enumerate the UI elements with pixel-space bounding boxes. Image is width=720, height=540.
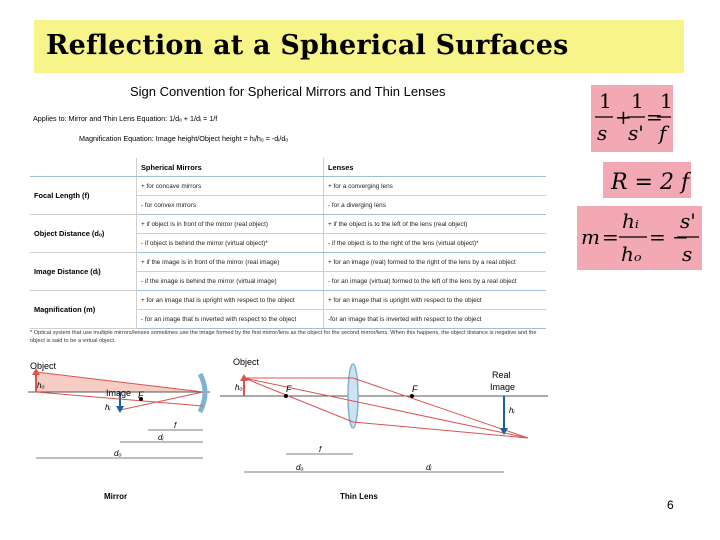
- table-title: Sign Convention for Spherical Mirrors and Thin Lenses: [130, 84, 446, 99]
- table-row: [30, 215, 546, 234]
- page-number: 6: [667, 498, 674, 512]
- lens-diagram: [220, 357, 548, 501]
- column-header-lenses: Lenses: [324, 158, 547, 177]
- table-header-row: [30, 158, 546, 177]
- column-header-mirrors: Spherical Mirrors: [137, 158, 324, 177]
- applies-to-line: Applies to: Mirror and Thin Lens Equation: 1/dₒ + 1/dᵢ = 1/f: [33, 114, 218, 123]
- table-cell: + for a converging lens: [324, 177, 547, 196]
- radius-formula: [603, 162, 691, 198]
- mirror-equation-box: [591, 85, 673, 152]
- lens-object-label: Object: [233, 357, 260, 367]
- lens-ray: [244, 378, 353, 422]
- lens-caption: Thin Lens: [340, 492, 378, 501]
- row-label-image-distance: Image Distance (dᵢ): [30, 253, 137, 291]
- lens-shape: [348, 364, 358, 428]
- mirror-do-label: dₒ: [114, 449, 122, 458]
- lens-focal-point-left: [284, 394, 288, 398]
- term1-denominator: s: [597, 121, 608, 145]
- mirror-caption: Mirror: [104, 492, 128, 501]
- term2-denominator: s': [628, 121, 644, 145]
- ray-diagrams: [28, 350, 548, 505]
- magnification-line: Magnification Equation: Image height/Object height = hᵢ/hₒ = -dᵢ/dₒ: [79, 134, 289, 143]
- table-row: [30, 177, 546, 196]
- table-cell: + if object is in front of the mirror (real object): [137, 215, 324, 234]
- lens-focal-point-right: [410, 394, 414, 398]
- radius-formula-box: [603, 162, 691, 198]
- table-cell: + if the object is to the left of the lens (real object): [324, 215, 547, 234]
- table-cell: - for an image (virtual) formed to the left of the lens by a real object: [324, 272, 547, 291]
- lens-focal-label-right: F: [412, 384, 418, 394]
- table-footnote: * Optical system that use multiple mirrors/lenses sometimes use the image formed by the first mirror/lens as the object for the second mirror/lens. When this happens, the object distance is negative and the object is said to be a virtual object.: [30, 330, 537, 344]
- slide-title: Reflection at a Spherical Surfaces: [46, 30, 569, 61]
- radius-formula-text: R = 2 f: [611, 170, 690, 195]
- ho-denominator: hₒ: [621, 242, 642, 266]
- mirror-diagram: [28, 361, 210, 501]
- term1-numerator: 1: [599, 89, 612, 113]
- table-cell: - for a diverging lens: [324, 196, 547, 215]
- mirror-f-label: f: [174, 421, 177, 430]
- equals-sign: =: [646, 105, 663, 129]
- magnification-formula-box: [577, 206, 702, 270]
- lens-real-label: Real: [492, 370, 511, 380]
- term2-numerator: 1: [631, 89, 644, 113]
- table-cell: - if object is behind the mirror (virtual object)*: [137, 234, 324, 253]
- rhs-denominator: f: [659, 121, 667, 145]
- lens-focal-label-left: F: [286, 384, 292, 394]
- table-cell: - if the image is behind the mirror (virtual image): [137, 272, 324, 291]
- mirror-hi-label: hᵢ: [105, 403, 111, 412]
- lens-f-label: f: [319, 445, 322, 454]
- table-row: [30, 291, 546, 310]
- table-cell: + if the image is in front of the mirror (real image): [137, 253, 324, 272]
- table-row: [30, 253, 546, 272]
- table-cell: - for convex mirrors: [137, 196, 324, 215]
- mirror-ray: [120, 392, 203, 410]
- table-cell: + for an image that is upright with respect to the object: [137, 291, 324, 310]
- table-cell: + for an image (real) formed to the right of the lens by a real object: [324, 253, 547, 272]
- equals-sign: =: [602, 225, 619, 249]
- mirror-focal-label: F: [138, 390, 144, 400]
- table-cell: - if the object is to the right of the lens (virtual object)*: [324, 234, 547, 253]
- lens-hi-label: hᵢ: [509, 406, 515, 415]
- table-cell: -for an image that is inverted with respect to the object: [324, 310, 547, 329]
- s-prime-numerator: s': [680, 209, 696, 233]
- table-cell: - for an image that is inverted with respect to the object: [137, 310, 324, 329]
- table-cell: + for concave mirrors: [137, 177, 324, 196]
- plus-sign: +: [615, 105, 632, 129]
- mirror-image-label: Image: [106, 388, 132, 398]
- table-cell: + for an image that is upright with respect to the object: [324, 291, 547, 310]
- mirror-ho-label: hₒ: [37, 381, 45, 390]
- row-label-object-distance: Object Distance (dₒ): [30, 215, 137, 253]
- mirror-di-label: dᵢ: [158, 433, 164, 442]
- rhs-numerator: 1: [660, 89, 673, 113]
- lens-image-label: Image: [490, 382, 516, 392]
- sign-convention-table: [30, 158, 546, 329]
- s-denominator: s: [682, 242, 693, 266]
- mirror-equation: [591, 85, 673, 152]
- lens-ho-label: hₒ: [235, 383, 243, 392]
- title-banner: [34, 20, 684, 73]
- equals-minus: = −: [649, 225, 689, 249]
- magnification-formula: [577, 206, 702, 270]
- row-label-focal-length: Focal Length (f): [30, 177, 137, 215]
- m-symbol: m: [581, 225, 600, 249]
- lens-di-label: dᵢ: [426, 463, 432, 472]
- mirror-object-label: Object: [30, 361, 57, 371]
- row-label-magnification: Magnification (m): [30, 291, 137, 329]
- lens-do-label: dₒ: [296, 463, 304, 472]
- hi-numerator: hᵢ: [622, 209, 639, 233]
